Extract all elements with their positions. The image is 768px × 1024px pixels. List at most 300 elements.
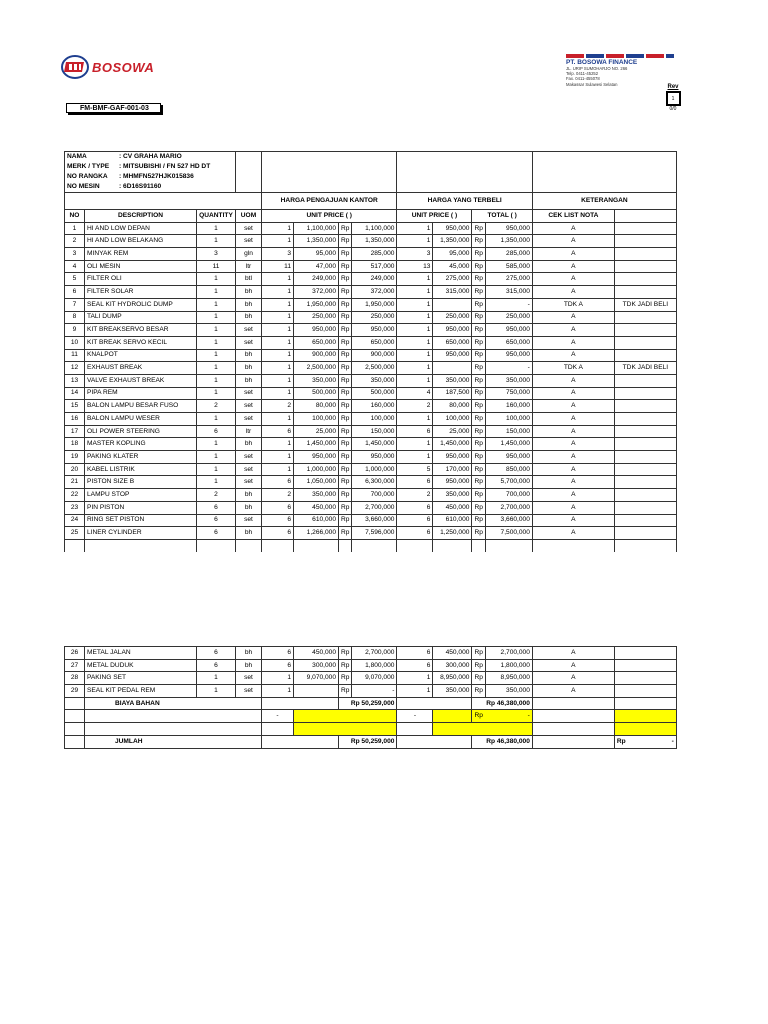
row-rp-office: Rp (339, 659, 352, 672)
row-qty-office: 1 (262, 387, 294, 400)
table-row (65, 235, 677, 248)
biaya-bahan-row (65, 697, 677, 710)
row-uom: set (236, 413, 262, 426)
row-qty-bought: 1 (397, 672, 433, 685)
row-uom: set (236, 514, 262, 527)
row-total-bought: 8,950,000 (485, 672, 532, 685)
row-description: VALVE EXHAUST BREAK (85, 374, 197, 387)
group-notes-header: KETERANGAN (532, 193, 676, 210)
row-uom: bh (236, 489, 262, 502)
row-notes (614, 514, 676, 527)
row-no: 11 (65, 349, 85, 362)
row-unit-price-bought: 450,000 (433, 501, 472, 514)
row-rp-office: Rp (339, 438, 352, 451)
row-quantity: 1 (197, 451, 236, 464)
row-notes (614, 451, 676, 464)
highlight-office (294, 710, 397, 723)
row-notes (614, 501, 676, 514)
row-no: 17 (65, 425, 85, 438)
row-total-bought: 1,800,000 (485, 659, 532, 672)
row-rp-bought: Rp (472, 685, 485, 698)
row-notes (614, 349, 676, 362)
row-qty-office: 6 (262, 425, 294, 438)
row-rp-bought: Rp (472, 273, 485, 286)
row-rp-office: Rp (339, 647, 352, 660)
row-description: EXHAUST BREAK (85, 362, 197, 375)
row-total-office: 1,450,000 (352, 438, 397, 451)
table-row (65, 527, 677, 540)
row-description: OLI POWER STEERING (85, 425, 197, 438)
row-qty-office: 6 (262, 659, 294, 672)
highlight-office-2 (294, 723, 397, 736)
vehicle-nama: NAMA : CV GRAHA MARIO (67, 153, 182, 160)
row-no: 21 (65, 476, 85, 489)
row-no: 3 (65, 248, 85, 261)
spacer-row (65, 539, 677, 551)
row-rp-bought: Rp (472, 374, 485, 387)
row-qty-office: 1 (262, 235, 294, 248)
row-description: BALON LAMPU WESER (85, 413, 197, 426)
row-rp-bought: Rp (472, 451, 485, 464)
row-notes (614, 286, 676, 299)
col-quantity: QUANTITY (197, 210, 236, 223)
row-rp-bought: Rp (472, 672, 485, 685)
row-quantity: 6 (197, 527, 236, 540)
rev-value: 0/0 (669, 106, 677, 112)
row-check-list: A (532, 647, 614, 660)
row-rp-bought: Rp (472, 260, 485, 273)
row-uom: set (236, 222, 262, 235)
row-description: KIT BREAK SERVO KECIL (85, 336, 197, 349)
empty-cell (236, 152, 262, 193)
row-unit-price-bought: 80,000 (433, 400, 472, 413)
row-total-bought: 275,000 (485, 273, 532, 286)
row-total-office: 500,000 (352, 387, 397, 400)
row-notes (614, 438, 676, 451)
row-description: KNALPOT (85, 349, 197, 362)
row-unit-price-office: 1,350,000 (294, 235, 339, 248)
row-qty-office: 1 (262, 311, 294, 324)
empty-cell (397, 152, 532, 193)
row-quantity: 1 (197, 672, 236, 685)
row-no: 9 (65, 324, 85, 337)
row-notes (614, 527, 676, 540)
table-row (65, 476, 677, 489)
row-qty-bought: 1 (397, 349, 433, 362)
rev-label: Rev (667, 84, 679, 90)
row-unit-price-bought: 170,000 (433, 463, 472, 476)
row-unit-price-bought: 350,000 (433, 685, 472, 698)
row-check-list: A (532, 387, 614, 400)
row-qty-bought: 2 (397, 489, 433, 502)
row-total-office: 700,000 (352, 489, 397, 502)
row-unit-price-bought: 950,000 (433, 349, 472, 362)
row-unit-price-bought: 45,000 (433, 260, 472, 273)
row-total-office: 372,000 (352, 286, 397, 299)
row-no: 22 (65, 489, 85, 502)
row-total-bought: 950,000 (485, 222, 532, 235)
row-notes (614, 248, 676, 261)
row-quantity: 1 (197, 222, 236, 235)
row-unit-price-bought: 25,000 (433, 425, 472, 438)
row-qty-bought: 1 (397, 374, 433, 387)
row-qty-office: 6 (262, 647, 294, 660)
table-row (65, 489, 677, 502)
table-row (65, 425, 677, 438)
row-unit-price-office: 300,000 (294, 659, 339, 672)
row-total-office: 7,596,000 (352, 527, 397, 540)
col-uom: UOM (236, 210, 262, 223)
row-unit-price-bought (433, 298, 472, 311)
row-rp-bought: Rp (472, 286, 485, 299)
row-unit-price-bought: 950,000 (433, 324, 472, 337)
row-description: RING SET PISTON (85, 514, 197, 527)
empty-cell (65, 697, 85, 710)
row-total-bought: 2,700,000 (485, 501, 532, 514)
row-unit-price-bought: 1,250,000 (433, 527, 472, 540)
vehicle-mesin: NO MESIN : 6D16S91160 (67, 183, 162, 190)
row-unit-price-office: 350,000 (294, 489, 339, 502)
row-uom: set (236, 476, 262, 489)
row-no: 19 (65, 451, 85, 464)
parts-table (64, 151, 677, 552)
row-description: LAMPU STOP (85, 489, 197, 502)
row-total-bought: 950,000 (485, 349, 532, 362)
row-total-bought: 585,000 (485, 260, 532, 273)
empty-cell (397, 735, 472, 748)
row-uom: bh (236, 374, 262, 387)
vehicle-rangka: NO RANGKA : MHMFN527HJK015836 (67, 173, 194, 180)
row-check-list: A (532, 425, 614, 438)
row-uom: bh (236, 527, 262, 540)
row-quantity: 1 (197, 273, 236, 286)
table-row (65, 362, 677, 375)
table-row (65, 514, 677, 527)
col-check-list: CEK LIST NOTA (532, 210, 614, 223)
row-no: 18 (65, 438, 85, 451)
row-uom: set (236, 336, 262, 349)
row-total-office: - (352, 685, 397, 698)
biaya-bahan-office: Rp 50,259,000 (339, 697, 397, 710)
row-rp-bought: Rp (472, 463, 485, 476)
row-quantity: 1 (197, 286, 236, 299)
table-row (65, 374, 677, 387)
jumlah-office: Rp 50,259,000 (339, 735, 397, 748)
empty-cell (262, 152, 397, 193)
item-rows-continued (65, 647, 677, 698)
row-no: 5 (65, 273, 85, 286)
row-no: 13 (65, 374, 85, 387)
row-quantity: 1 (197, 685, 236, 698)
row-rp-bought: Rp (472, 647, 485, 660)
row-uom: set (236, 387, 262, 400)
row-total-bought: 700,000 (485, 489, 532, 502)
row-description: PAKING SET (85, 672, 197, 685)
row-rp-bought: Rp (472, 235, 485, 248)
row-unit-price-office: 80,000 (294, 400, 339, 413)
row-total-bought: 5,700,000 (485, 476, 532, 489)
row-unit-price-office: 950,000 (294, 324, 339, 337)
row-qty-bought: 13 (397, 260, 433, 273)
row-qty-office: 1 (262, 413, 294, 426)
table-row (65, 685, 677, 698)
row-total-bought: 1,450,000 (485, 438, 532, 451)
row-description: PIN PISTON (85, 501, 197, 514)
vehicle-info (65, 152, 236, 193)
row-total-office: 249,000 (352, 273, 397, 286)
row-qty-bought: 1 (397, 336, 433, 349)
row-qty-office: 1 (262, 324, 294, 337)
row-rp-office: Rp (339, 235, 352, 248)
table-row (65, 349, 677, 362)
row-uom: bh (236, 349, 262, 362)
row-uom: set (236, 324, 262, 337)
row-notes (614, 374, 676, 387)
row-check-list: A (532, 476, 614, 489)
row-notes (614, 425, 676, 438)
row-quantity: 1 (197, 235, 236, 248)
row-unit-price-office: 610,000 (294, 514, 339, 527)
table-row (65, 387, 677, 400)
row-unit-price-bought: 350,000 (433, 374, 472, 387)
row-no: 27 (65, 659, 85, 672)
col-description: DESCRIPTION (85, 210, 197, 223)
row-unit-price-office: 100,000 (294, 413, 339, 426)
row-total-bought: 285,000 (485, 248, 532, 261)
extra-row-2 (65, 723, 677, 736)
row-check-list: A (532, 451, 614, 464)
row-quantity: 1 (197, 413, 236, 426)
row-rp-office: Rp (339, 311, 352, 324)
row-uom: bh (236, 362, 262, 375)
row-unit-price-office: 47,000 (294, 260, 339, 273)
row-quantity: 2 (197, 400, 236, 413)
row-quantity: 6 (197, 425, 236, 438)
row-no: 20 (65, 463, 85, 476)
row-notes (614, 336, 676, 349)
row-unit-price-bought: 610,000 (433, 514, 472, 527)
highlight-check-2 (532, 723, 614, 736)
vehicle-merk: MERK / TYPE : MITSUBISHI / FN 527 HD DT (67, 163, 211, 170)
row-check-list: A (532, 413, 614, 426)
row-rp-office: Rp (339, 387, 352, 400)
row-qty-bought: 6 (397, 514, 433, 527)
row-rp-office: Rp (339, 222, 352, 235)
row-unit-price-office (294, 685, 339, 698)
row-rp-office: Rp (339, 463, 352, 476)
row-qty-office: 2 (262, 489, 294, 502)
row-description: LINER CYLINDER (85, 527, 197, 540)
company-name: PT. BOSOWA FINANCE (566, 59, 638, 66)
row-check-list: A (532, 527, 614, 540)
row-total-bought: 2,700,000 (485, 647, 532, 660)
row-check-list: A (532, 248, 614, 261)
row-unit-price-bought: 95,000 (433, 248, 472, 261)
row-check-list: A (532, 273, 614, 286)
jumlah-bought: Rp 46,380,000 (472, 735, 532, 748)
row-uom: set (236, 400, 262, 413)
row-unit-price-bought: 650,000 (433, 336, 472, 349)
row-rp-office: Rp (339, 672, 352, 685)
row-description: HI AND LOW BELAKANG (85, 235, 197, 248)
row-qty-office: 6 (262, 527, 294, 540)
row-notes (614, 235, 676, 248)
row-total-bought: 250,000 (485, 311, 532, 324)
row-unit-price-bought: 350,000 (433, 489, 472, 502)
row-check-list: A (532, 672, 614, 685)
row-description: METAL JALAN (85, 647, 197, 660)
row-check-list: A (532, 400, 614, 413)
row-uom: set (236, 451, 262, 464)
row-unit-price-office: 1,950,000 (294, 298, 339, 311)
row-total-office: 900,000 (352, 349, 397, 362)
row-qty-office: 6 (262, 476, 294, 489)
revision-block (661, 84, 685, 112)
table-row (65, 647, 677, 660)
dash-bought: - (397, 710, 433, 723)
row-qty-bought: 1 (397, 222, 433, 235)
row-total-bought: 160,000 (485, 400, 532, 413)
row-uom: bh (236, 659, 262, 672)
row-qty-office: 1 (262, 362, 294, 375)
row-description: KIT BREAKSERVO BESAR (85, 324, 197, 337)
row-unit-price-office: 95,000 (294, 248, 339, 261)
row-uom: bh (236, 501, 262, 514)
row-notes (614, 463, 676, 476)
table-row (65, 260, 677, 273)
empty-cell (65, 735, 85, 748)
table-row (65, 286, 677, 299)
table-row (65, 672, 677, 685)
row-check-list: A (532, 324, 614, 337)
row-total-office: 950,000 (352, 451, 397, 464)
row-total-office: 3,660,000 (352, 514, 397, 527)
row-no: 6 (65, 286, 85, 299)
row-total-office: 1,000,000 (352, 463, 397, 476)
row-total-bought: 150,000 (485, 425, 532, 438)
row-total-office: 517,000 (352, 260, 397, 273)
row-rp-bought: Rp (472, 387, 485, 400)
row-notes (614, 222, 676, 235)
row-qty-office: 11 (262, 260, 294, 273)
row-no: 1 (65, 222, 85, 235)
table-row (65, 248, 677, 261)
row-check-list: A (532, 235, 614, 248)
jumlah-row (65, 735, 677, 748)
row-qty-bought: 6 (397, 647, 433, 660)
table-row (65, 659, 677, 672)
row-no: 23 (65, 501, 85, 514)
row-uom: bh (236, 438, 262, 451)
row-quantity: 1 (197, 349, 236, 362)
row-qty-office: 1 (262, 286, 294, 299)
row-unit-price-office: 1,100,000 (294, 222, 339, 235)
row-notes (614, 387, 676, 400)
col-total-bought: TOTAL ( ) (472, 210, 532, 223)
row-unit-price-office: 500,000 (294, 387, 339, 400)
row-unit-price-bought: 950,000 (433, 451, 472, 464)
row-rp-office: Rp (339, 501, 352, 514)
row-check-list: A (532, 336, 614, 349)
row-qty-bought: 1 (397, 311, 433, 324)
row-quantity: 1 (197, 463, 236, 476)
row-qty-bought: 6 (397, 425, 433, 438)
table-row (65, 324, 677, 337)
row-rp-office: Rp (339, 362, 352, 375)
row-rp-office: Rp (339, 425, 352, 438)
row-total-bought: 750,000 (485, 387, 532, 400)
row-unit-price-office: 372,000 (294, 286, 339, 299)
row-unit-price-bought: 315,000 (433, 286, 472, 299)
company-phone: Telp. 0411-45252 (566, 71, 599, 77)
row-check-list: A (532, 501, 614, 514)
row-total-office: 350,000 (352, 374, 397, 387)
row-unit-price-office: 250,000 (294, 311, 339, 324)
row-qty-bought: 1 (397, 235, 433, 248)
row-total-bought: 950,000 (485, 451, 532, 464)
col-unit-price-office: UNIT PRICE ( ) (262, 210, 397, 223)
row-qty-office: 1 (262, 336, 294, 349)
row-unit-price-bought: 100,000 (433, 413, 472, 426)
row-qty-office: 1 (262, 374, 294, 387)
row-notes (614, 476, 676, 489)
row-qty-bought: 1 (397, 273, 433, 286)
row-no: 10 (65, 336, 85, 349)
row-no: 14 (65, 387, 85, 400)
row-rp-office: Rp (339, 374, 352, 387)
group-header-row (65, 193, 677, 210)
row-unit-price-bought: 275,000 (433, 273, 472, 286)
row-check-list: A (532, 438, 614, 451)
row-total-office: 150,000 (352, 425, 397, 438)
row-rp-office: Rp (339, 324, 352, 337)
row-qty-office: 1 (262, 273, 294, 286)
row-unit-price-bought: 300,000 (433, 659, 472, 672)
row-description: PIPA REM (85, 387, 197, 400)
table-row (65, 273, 677, 286)
row-total-bought: 315,000 (485, 286, 532, 299)
logo-text: BOSOWA (92, 59, 155, 75)
row-unit-price-office: 1,266,000 (294, 527, 339, 540)
row-rp-bought: Rp (472, 362, 485, 375)
row-check-list: A (532, 463, 614, 476)
row-unit-price-office: 900,000 (294, 349, 339, 362)
row-uom: gln (236, 248, 262, 261)
row-rp-office: Rp (339, 260, 352, 273)
row-qty-office: 1 (262, 349, 294, 362)
row-quantity: 1 (197, 362, 236, 375)
rp-label: Rp (474, 712, 483, 720)
row-qty-bought: 1 (397, 438, 433, 451)
row-rp-bought: Rp (472, 400, 485, 413)
row-notes: TDK JADI BELI (614, 298, 676, 311)
row-notes (614, 324, 676, 337)
row-no: 16 (65, 413, 85, 426)
row-notes (614, 489, 676, 502)
row-quantity: 1 (197, 476, 236, 489)
row-qty-bought: 3 (397, 248, 433, 261)
row-quantity: 1 (197, 387, 236, 400)
row-total-office: 285,000 (352, 248, 397, 261)
row-total-bought: 7,500,000 (485, 527, 532, 540)
table-row (65, 463, 677, 476)
empty-cell (262, 697, 339, 710)
row-rp-bought: Rp (472, 413, 485, 426)
row-check-list: A (532, 222, 614, 235)
row-qty-bought: 6 (397, 476, 433, 489)
highlight-bought-unit (433, 710, 472, 723)
row-total-bought: 950,000 (485, 324, 532, 337)
